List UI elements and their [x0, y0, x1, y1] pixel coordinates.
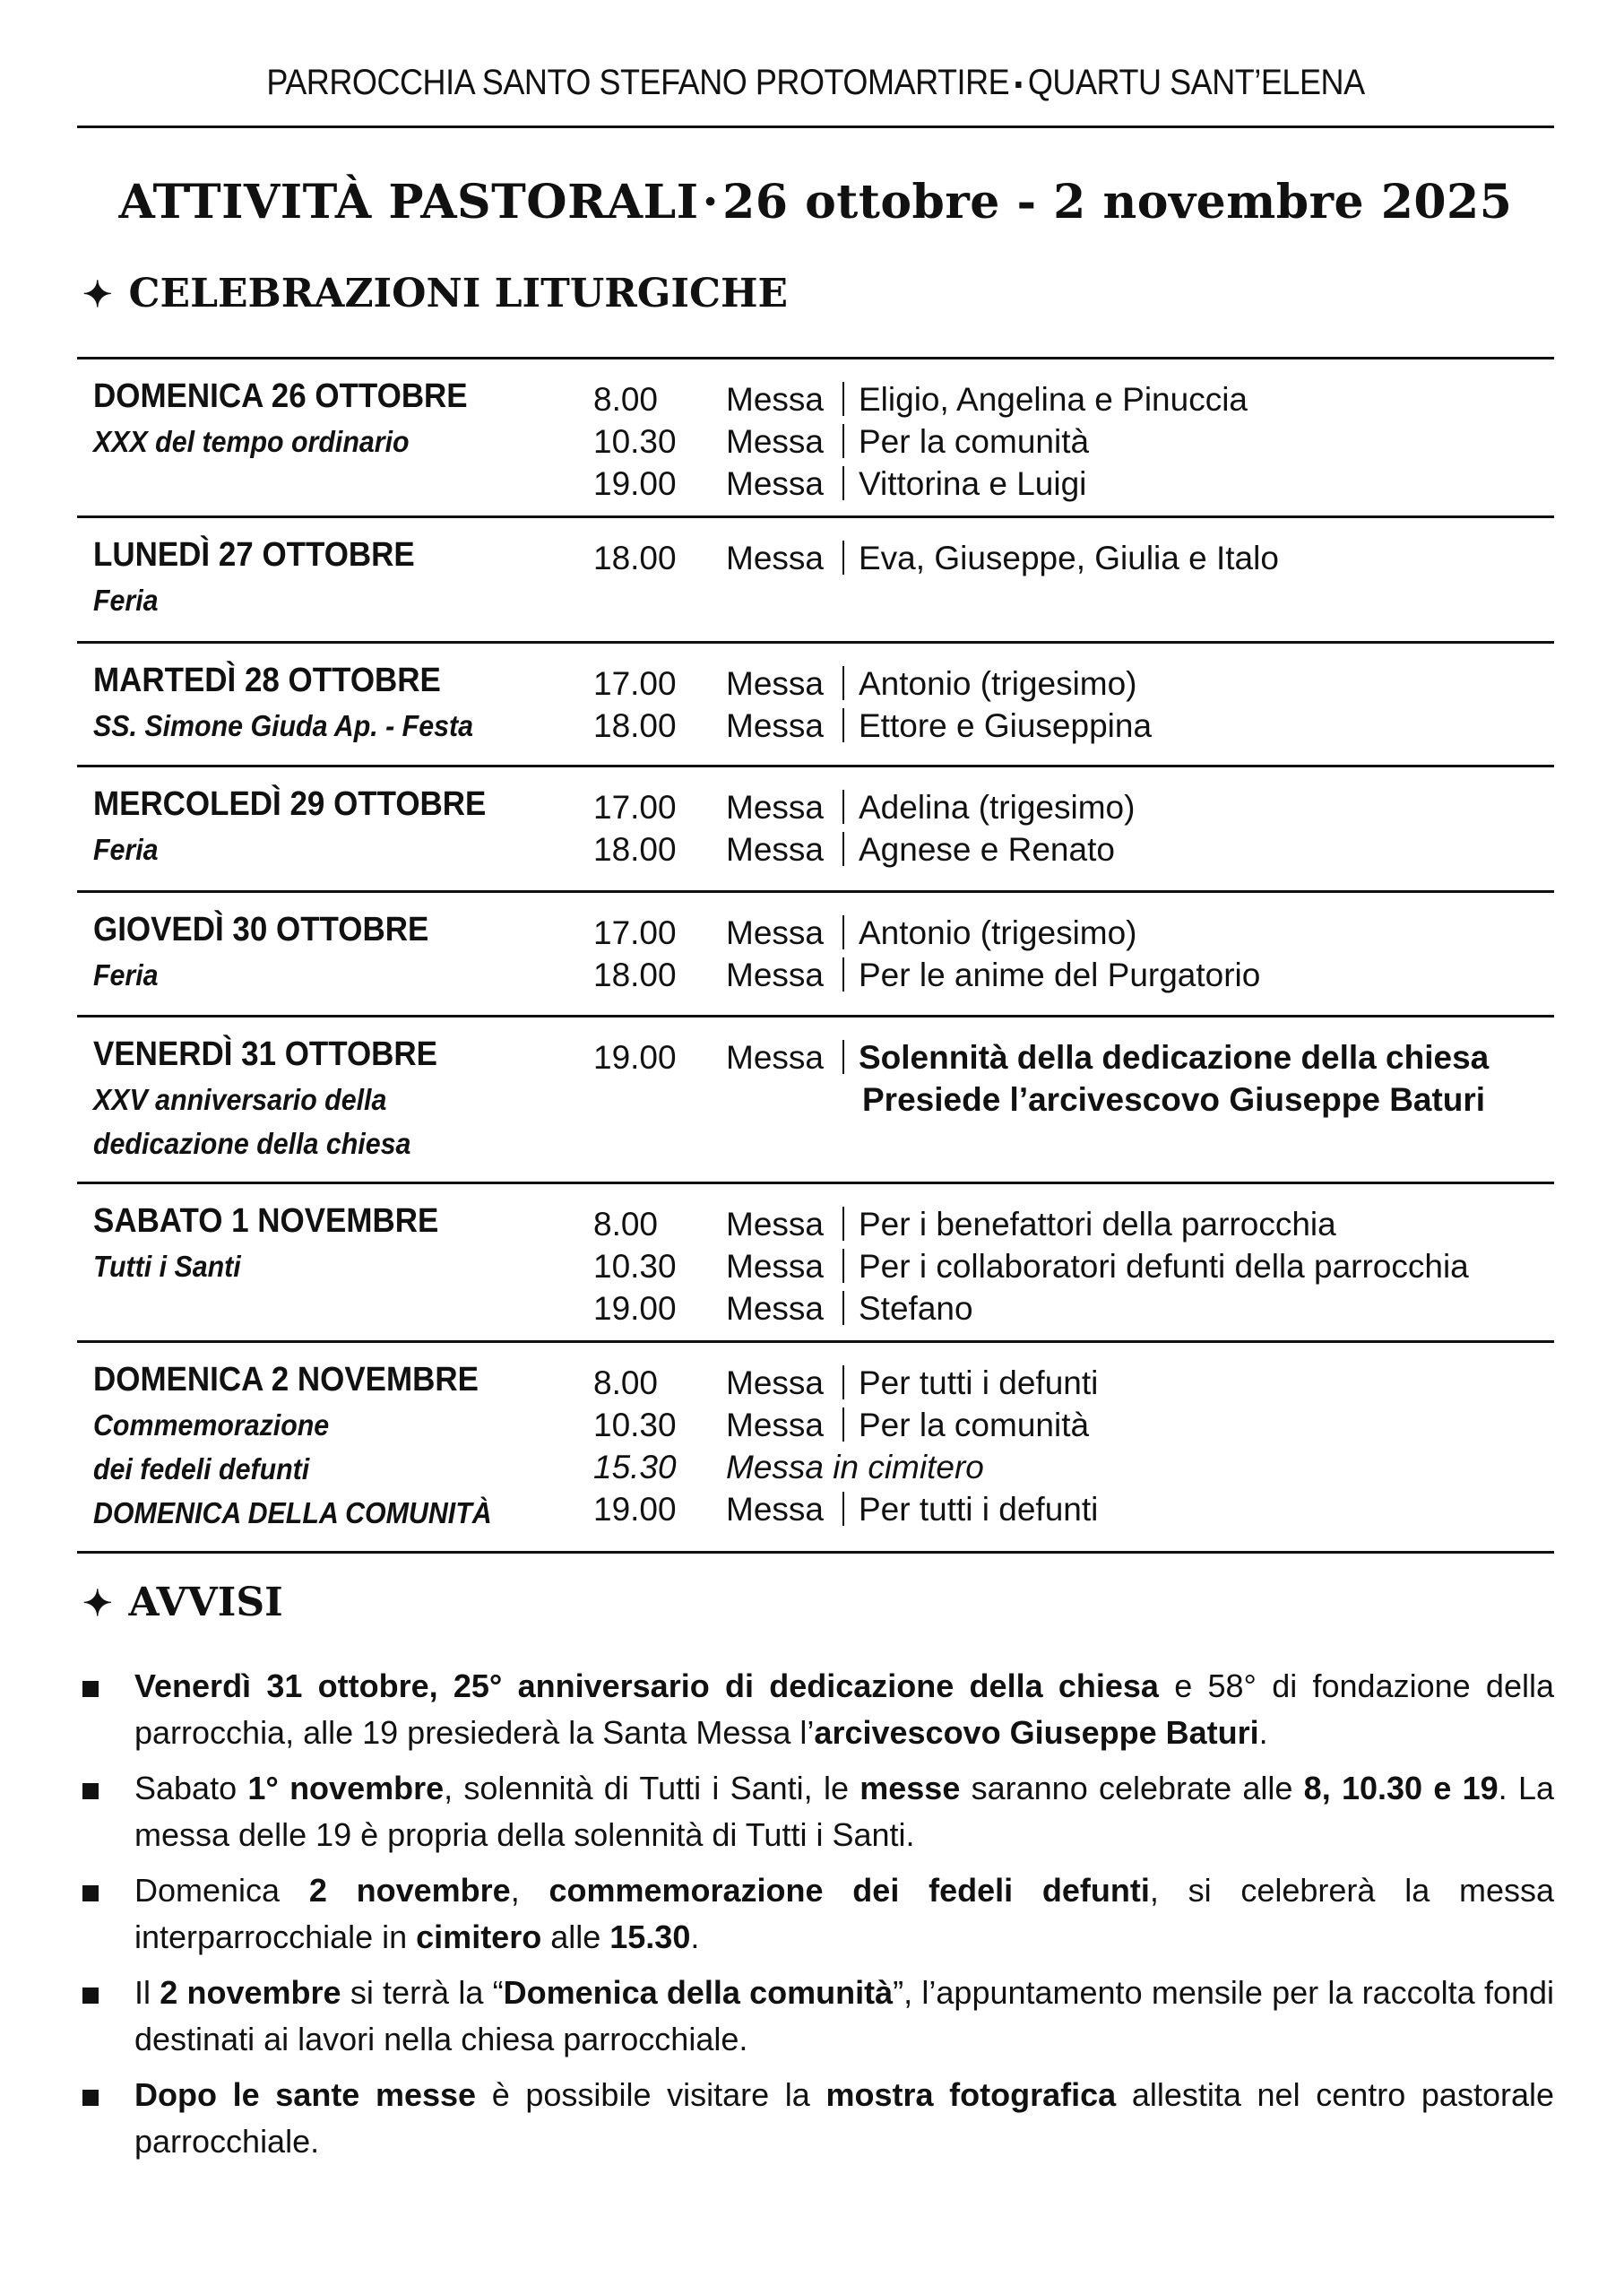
liturgical-note: XXV anniversario della — [93, 1083, 387, 1116]
square-bullet-icon — [82, 1783, 99, 1799]
row-divider — [77, 765, 1554, 767]
mass-intention: Eligio, Angelina e Pinuccia — [859, 381, 1248, 418]
pipe-separator — [842, 957, 844, 992]
notice-text: Il — [134, 1974, 160, 2011]
notice-text: saranno celebrate alle — [960, 1770, 1304, 1806]
section-heading-celebrations — [82, 271, 788, 316]
row-divider — [77, 1015, 1554, 1018]
liturgical-note: Feria — [93, 584, 159, 617]
mass-intention-line2: Presiede l’arcivescovo Giuseppe Baturi — [862, 1081, 1486, 1118]
notice-emphasis: arcivescovo Giuseppe Baturi — [814, 1714, 1259, 1751]
mass-type: Messa in cimitero — [726, 1449, 984, 1485]
row-divider — [77, 1551, 1554, 1554]
day-cell — [93, 906, 458, 997]
notice-emphasis: 1° novembre — [247, 1770, 445, 1806]
row-divider — [77, 890, 1554, 893]
mass-type: Messa — [726, 540, 824, 576]
notice-item — [77, 1970, 1554, 2063]
notices-list — [77, 1663, 1554, 2174]
day-name: LUNEDÌ 27 OTTOBRE — [93, 536, 415, 574]
mass-type: Messa — [726, 1407, 824, 1443]
mass-time: 10.30 — [593, 1248, 677, 1285]
mass-intention: Per i benefattori della parrocchia — [859, 1206, 1336, 1243]
pipe-separator — [842, 666, 844, 700]
liturgical-note: SS. Simone Giuda Ap. - Festa — [93, 709, 473, 742]
notice-item — [77, 1765, 1554, 1858]
liturgical-note: Commemorazione — [93, 1408, 330, 1442]
mass-intention: Per la comunità — [859, 1407, 1090, 1443]
row-divider — [77, 1340, 1554, 1343]
row-divider — [77, 1182, 1554, 1184]
row-divider — [77, 641, 1554, 644]
pipe-separator — [842, 466, 844, 500]
mass-time: 18.00 — [593, 540, 677, 576]
notice-text: si terrà la “ — [341, 1974, 504, 2011]
notice-text: alle — [541, 1918, 610, 1955]
notice-text: . — [690, 1918, 700, 1955]
mass-intention: Stefano — [859, 1290, 973, 1327]
mass-type: Messa — [726, 1364, 824, 1401]
pipe-separator — [842, 708, 844, 742]
mass-intention: Per tutti i defunti — [859, 1491, 1099, 1528]
mass-intention: Per tutti i defunti — [859, 1364, 1099, 1401]
mass-intention: Per le anime del Purgatorio — [859, 957, 1261, 993]
notice-text: . — [1258, 1714, 1268, 1751]
mass-intention: Ettore e Giuseppina — [859, 707, 1153, 744]
square-bullet-icon — [82, 1681, 99, 1697]
header-divider — [77, 126, 1554, 128]
row-divider — [77, 515, 1554, 518]
notice-item — [77, 1867, 1554, 1961]
day-name: MERCOLEDÌ 29 OTTOBRE — [93, 785, 487, 823]
square-bullet-icon — [82, 1885, 99, 1901]
pipe-separator — [842, 1249, 844, 1283]
mass-type: Messa — [726, 423, 824, 460]
mass-type: Messa — [726, 1248, 824, 1285]
pipe-separator — [842, 1365, 844, 1399]
town-name: QUARTU SANT’ELENA — [1027, 63, 1365, 102]
notice-emphasis: 2 novembre — [160, 1974, 341, 2011]
mass-intention: Eva, Giuseppe, Giulia e Italo — [859, 540, 1279, 576]
day-name: SABATO 1 NOVEMBRE — [93, 1202, 439, 1240]
section-heading-notices — [82, 1580, 283, 1625]
mass-time: 17.00 — [593, 914, 677, 951]
day-name: DOMENICA 2 NOVEMBRE — [93, 1361, 479, 1399]
four-pointed-star-icon: ✦ — [82, 1582, 113, 1624]
notice-emphasis: Dopo le sante messe — [134, 2076, 477, 2113]
notice-text: , si celebrerà la messa interparrocchiale in — [134, 1872, 1555, 1955]
section-label: AVVISI — [128, 1580, 283, 1625]
notice-emphasis: 2 novembre — [308, 1872, 511, 1909]
notice-emphasis: cimitero — [416, 1918, 542, 1955]
mass-type: Messa — [726, 957, 824, 993]
day-name: DOMENICA 26 OTTOBRE — [93, 377, 468, 415]
liturgical-note: XXX del tempo ordinario — [93, 425, 410, 458]
liturgical-note: DOMENICA DELLA COMUNITÀ — [93, 1496, 492, 1529]
day-cell — [93, 373, 500, 463]
day-cell — [93, 1031, 467, 1165]
mass-time: 10.30 — [593, 1407, 677, 1443]
notice-emphasis: messe — [860, 1770, 961, 1806]
mass-type: Messa — [726, 707, 824, 744]
mass-type: Messa — [726, 831, 824, 868]
mass-type: Messa — [726, 914, 824, 951]
notice-emphasis: Domenica della comunità — [503, 1974, 894, 2011]
notice-text: Domenica — [134, 1872, 309, 1909]
day-cell — [93, 781, 520, 871]
notice-item — [77, 1663, 1554, 1756]
row-divider — [77, 357, 1554, 359]
pipe-separator — [842, 1040, 844, 1074]
day-name: GIOVEDÌ 30 OTTOBRE — [93, 911, 429, 948]
pipe-separator — [842, 382, 844, 416]
title-dates: 26 ottobre - 2 novembre 2025 — [722, 175, 1513, 230]
notice-emphasis: commemorazione dei fedeli defunti — [549, 1872, 1150, 1909]
pipe-separator — [842, 1291, 844, 1325]
liturgical-note: Feria — [93, 958, 159, 992]
notice-item — [77, 2072, 1554, 2165]
mass-time: 19.00 — [593, 1039, 677, 1076]
mass-time: 8.00 — [593, 381, 659, 418]
pipe-separator — [842, 832, 844, 866]
mass-intention: Antonio (trigesimo) — [859, 665, 1137, 702]
four-pointed-star-icon: ✦ — [82, 273, 113, 316]
pipe-separator — [842, 1407, 844, 1442]
notice-text: , — [510, 1872, 549, 1909]
mass-intention: Adelina (trigesimo) — [859, 789, 1136, 826]
mass-type: Messa — [726, 381, 824, 418]
notice-emphasis: mostra fotografica — [825, 2076, 1117, 2113]
mass-intention: Antonio (trigesimo) — [859, 914, 1137, 951]
pipe-separator — [842, 915, 844, 949]
pipe-separator — [842, 424, 844, 458]
notice-text: allestita nel centro pastorale parrocchiale. — [134, 2076, 1555, 2160]
title-separator: · — [702, 175, 720, 230]
mass-intention: Per i collaboratori defunti della parrocchia — [859, 1248, 1469, 1285]
mass-intention: Per la comunità — [859, 423, 1090, 460]
mass-type: Messa — [726, 789, 824, 826]
notice-emphasis: 8, 10.30 e 19 — [1303, 1770, 1499, 1806]
square-bullet-icon — [82, 2090, 99, 2106]
title-main: ATTIVITÀ PASTORALI — [118, 175, 699, 230]
day-name: MARTEDÌ 28 OTTOBRE — [93, 662, 441, 699]
mass-type: Messa — [726, 1039, 824, 1076]
pipe-separator — [842, 1207, 844, 1241]
mass-intention: Vittorina e Luigi — [859, 465, 1087, 502]
day-cell — [93, 657, 506, 748]
notice-text: Sabato — [134, 1770, 248, 1806]
notice-text: , solennità di Tutti i Santi, le — [444, 1770, 860, 1806]
mass-type: Messa — [726, 1491, 824, 1528]
parish-name: PARROCCHIA SANTO STEFANO PROTOMARTIRE — [266, 63, 1010, 102]
mass-time: 8.00 — [593, 1206, 659, 1243]
parish-header — [151, 63, 1480, 103]
mass-time: 17.00 — [593, 789, 677, 826]
day-cell — [93, 1356, 526, 1535]
mass-type: Messa — [726, 465, 824, 502]
mass-intention: Agnese e Renato — [859, 831, 1115, 868]
day-cell — [93, 532, 443, 622]
mass-intention: Solennità della dedicazione della chiesa — [859, 1039, 1490, 1076]
mass-time: 18.00 — [593, 831, 677, 868]
mass-time: 19.00 — [593, 465, 677, 502]
mass-time: 17.00 — [593, 665, 677, 702]
mass-time: 19.00 — [593, 1491, 677, 1528]
notice-text: e 58° di fondazione della parrocchia, alle 19 presiederà la Santa Messa l’ — [134, 1667, 1554, 1751]
mass-time: 15.30 — [593, 1449, 677, 1485]
pipe-separator — [842, 541, 844, 575]
day-cell — [93, 1198, 469, 1288]
day-name: VENERDÌ 31 OTTOBRE — [93, 1035, 437, 1073]
page-title — [77, 175, 1554, 230]
section-label: CELEBRAZIONI LITURGICHE — [128, 271, 789, 316]
notice-emphasis: 15.30 — [609, 1918, 691, 1955]
notice-emphasis: Venerdì 31 ottobre, 25° anniversario di dedicazione della chiesa — [134, 1667, 1159, 1704]
pipe-separator — [842, 1492, 844, 1526]
mass-time: 18.00 — [593, 957, 677, 993]
liturgical-note: Feria — [93, 833, 159, 866]
separator-dot-icon — [1015, 82, 1021, 88]
mass-time: 10.30 — [593, 423, 677, 460]
mass-time: 8.00 — [593, 1364, 659, 1401]
pipe-separator — [842, 790, 844, 824]
square-bullet-icon — [82, 1988, 99, 2004]
mass-time: 18.00 — [593, 707, 677, 744]
liturgical-note: Tutti i Santi — [93, 1250, 241, 1283]
mass-type: Messa — [726, 1290, 824, 1327]
notice-text: ”, l’appuntamento mensile per la raccolta fondi destinati ai lavori nella chiesa parrocchiale. — [134, 1974, 1555, 2057]
mass-type: Messa — [726, 665, 824, 702]
liturgical-note: dei fedeli defunti — [93, 1452, 310, 1485]
mass-type: Messa — [726, 1206, 824, 1243]
liturgical-note: dedicazione della chiesa — [93, 1127, 411, 1160]
notice-text: è possibile visitare la — [476, 2076, 826, 2113]
mass-time: 19.00 — [593, 1290, 677, 1327]
notice-text: . La messa delle 19 è propria della solennità di Tutti i Santi. — [134, 1770, 1554, 1853]
